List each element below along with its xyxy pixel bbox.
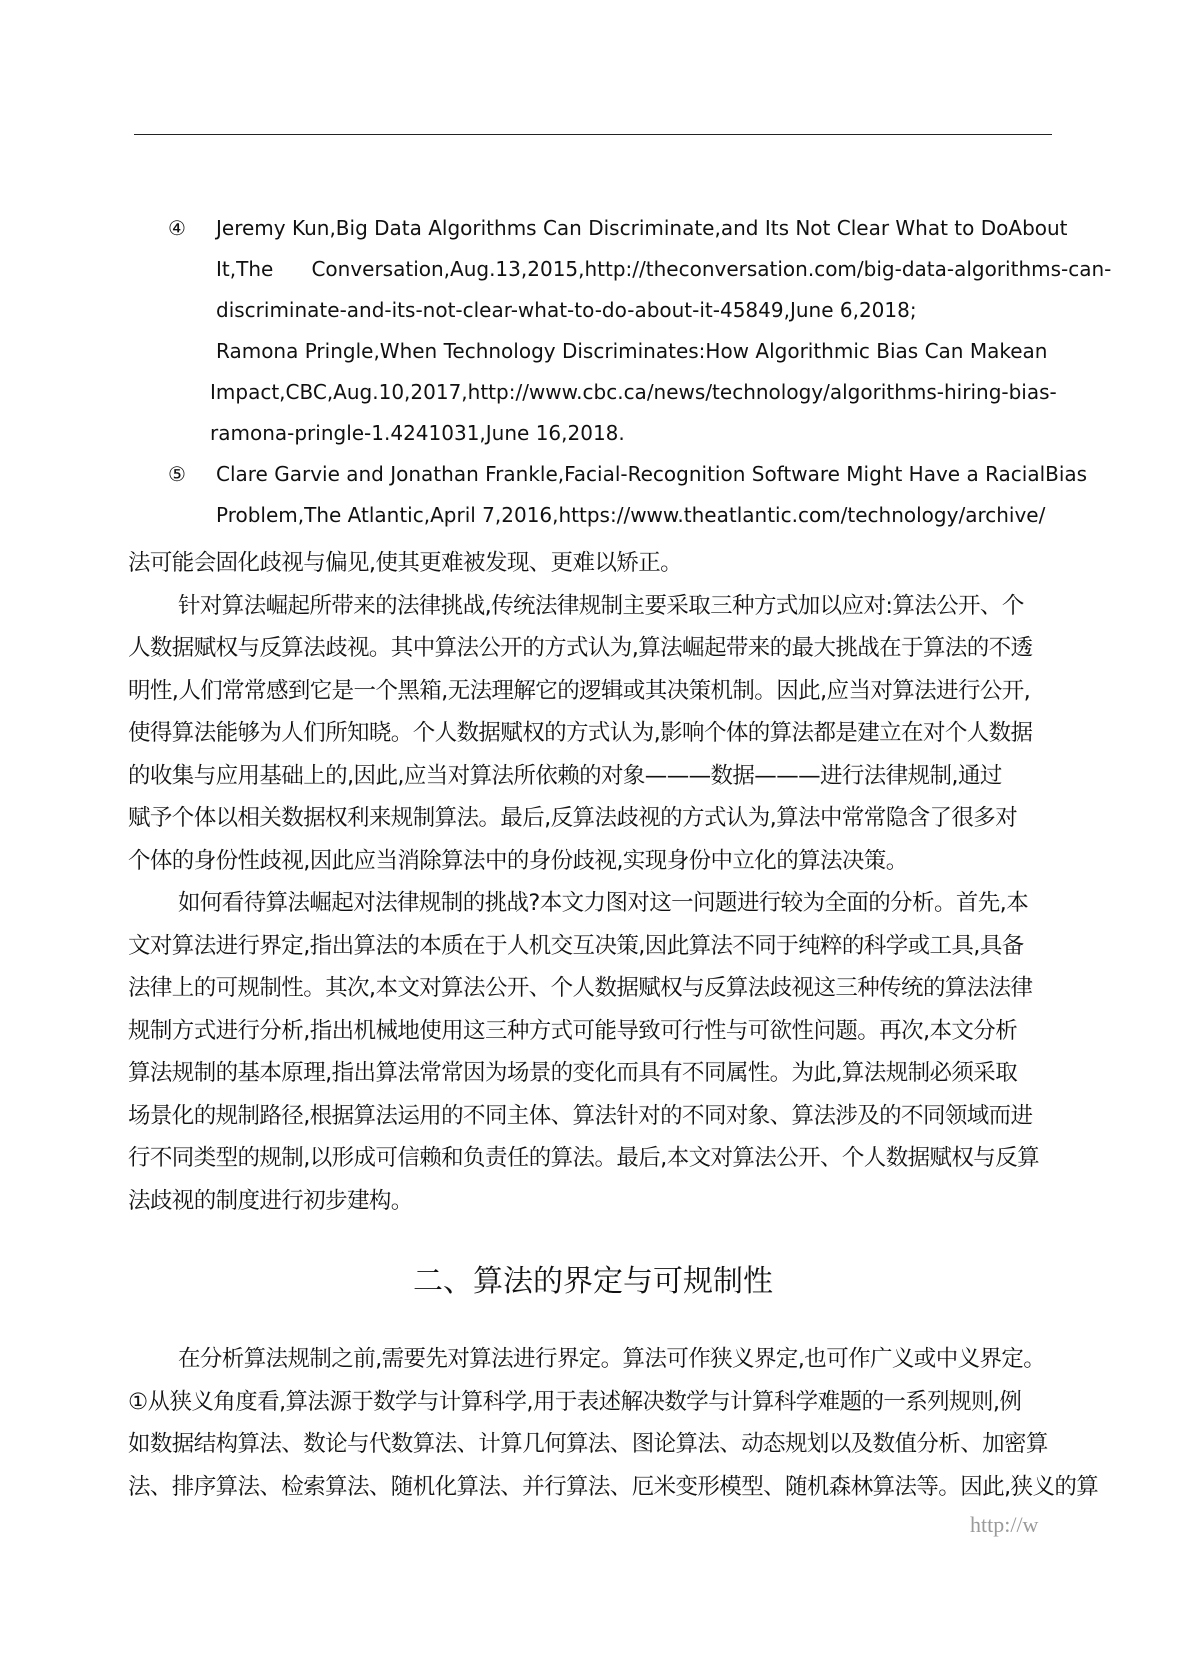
- paragraph-line: 的收集与应用基础上的,因此,应当对算法所依赖的对象———数据———进行法律规制,通过: [128, 762, 1002, 789]
- footnote-line: Clare Garvie and Jonathan Frankle,Facial-Recognition Software Might Have a RacialBias: [216, 462, 1088, 486]
- paragraph-line: 算法规制的基本原理,指出算法常常因为场景的变化而具有不同属性。为此,算法规制必须采取: [128, 1060, 1018, 1086]
- paragraph-line: 针对算法崛起所带来的法律挑战,传统法律规制主要采取三种方式加以应对:算法公开、个: [178, 592, 1024, 619]
- watermark-text: http://w: [970, 1512, 1039, 1537]
- footnote-5: [160, 454, 1088, 536]
- footnotes: [160, 208, 1112, 536]
- header-rule: [134, 134, 1052, 135]
- footnote-line: Problem,The Atlantic,April 7,2016,https://www.theatlantic.com/technology/archive/: [216, 503, 1046, 527]
- paragraph: [128, 585, 1058, 883]
- footnote-line: discriminate-and-its-not-clear-what-to-do-about-it-45849,June 6,2018;: [216, 298, 917, 322]
- paragraph-line: 明性,人们常常感到它是一个黑箱,无法理解它的逻辑或其决策机制。因此,应当对算法进行公开,: [128, 677, 1031, 704]
- paragraph-line: 个体的身份性歧视,因此应当消除算法中的身份歧视,实现身份中立化的算法决策。: [128, 847, 908, 874]
- paragraph-line: 使得算法能够为人们所知晓。个人数据赋权的方式认为,影响个体的算法都是建立在对个人数据: [128, 720, 1033, 746]
- paragraph-line: ①从狭义角度看,算法源于数学与计算科学,用于表述解决数学与计算科学难题的一系列规则,例: [128, 1388, 1022, 1415]
- paragraph-line: 法律上的可规制性。其次,本文对算法公开、个人数据赋权与反算法歧视这三种传统的算法法律: [128, 975, 1033, 1001]
- paragraph: [128, 1338, 1099, 1508]
- footnote-marker: ④: [168, 216, 186, 240]
- paragraph-line: 行不同类型的规制,以形成可信赖和负责任的算法。最后,本文对算法公开、个人数据赋权与反算: [128, 1145, 1040, 1171]
- paragraph-line: 场景化的规制路径,根据算法运用的不同主体、算法针对的不同对象、算法涉及的不同领域而进: [128, 1102, 1033, 1129]
- main-body: [128, 542, 1099, 1508]
- footnote-4: [160, 208, 1112, 454]
- paragraph-line: 法、排序算法、检索算法、随机化算法、并行算法、厄米变形模型、随机森林算法等。因此,狭义的算: [128, 1473, 1099, 1500]
- paragraph-line: 法歧视的制度进行初步建构。: [128, 1187, 413, 1214]
- paragraph-line: 赋予个体以相关数据权利来规制算法。最后,反算法歧视的方式认为,算法中常常隐含了很多对: [128, 805, 1018, 831]
- paragraph-line: 在分析算法规制之前,需要先对算法进行界定。算法可作狭义界定,也可作广义或中义界定。: [178, 1346, 1046, 1372]
- paragraph-line: 法可能会固化歧视与偏见,使其更难被发现、更难以矫正。: [128, 550, 683, 576]
- footnote-line: ramona-pringle-1.4241031,June 16,2018.: [210, 421, 625, 445]
- footnote-line: Ramona Pringle,When Technology Discriminates:How Algorithmic Bias Can Makean: [216, 339, 1048, 363]
- footnote-line: Jeremy Kun,Big Data Algorithms Can Discriminate,and Its Not Clear What to DoAbout: [216, 216, 1068, 240]
- paragraph-line: 人数据赋权与反算法歧视。其中算法公开的方式认为,算法崛起带来的最大挑战在于算法的不透: [128, 635, 1033, 661]
- paragraph-line: 规制方式进行分析,指出机械地使用这三种方式可能导致可行性与可欲性问题。再次,本文分析: [128, 1017, 1018, 1044]
- footnote-line: It,The Conversation,Aug.13,2015,http://theconversation.com/big-data-algorithms-can-: [216, 257, 1112, 281]
- paragraph-line: 如数据结构算法、数论与代数算法、计算几何算法、图论算法、动态规划以及数值分析、加密算: [128, 1431, 1048, 1457]
- section-heading: 二、算法的界定与可规制性: [413, 1264, 773, 1299]
- footnote-marker: ⑤: [168, 462, 186, 486]
- footnote-line: Impact,CBC,Aug.10,2017,http://www.cbc.ca/news/technology/algorithms-hiring-bias-: [210, 380, 1057, 404]
- paragraph: [128, 882, 1058, 1222]
- paragraph: [128, 542, 1058, 585]
- paragraph-line: 文对算法进行界定,指出算法的本质在于人机交互决策,因此算法不同于纯粹的科学或工具,具备: [128, 932, 1024, 959]
- paragraph-line: 如何看待算法崛起对法律规制的挑战?本文力图对这一问题进行较为全面的分析。首先,本: [178, 890, 1029, 916]
